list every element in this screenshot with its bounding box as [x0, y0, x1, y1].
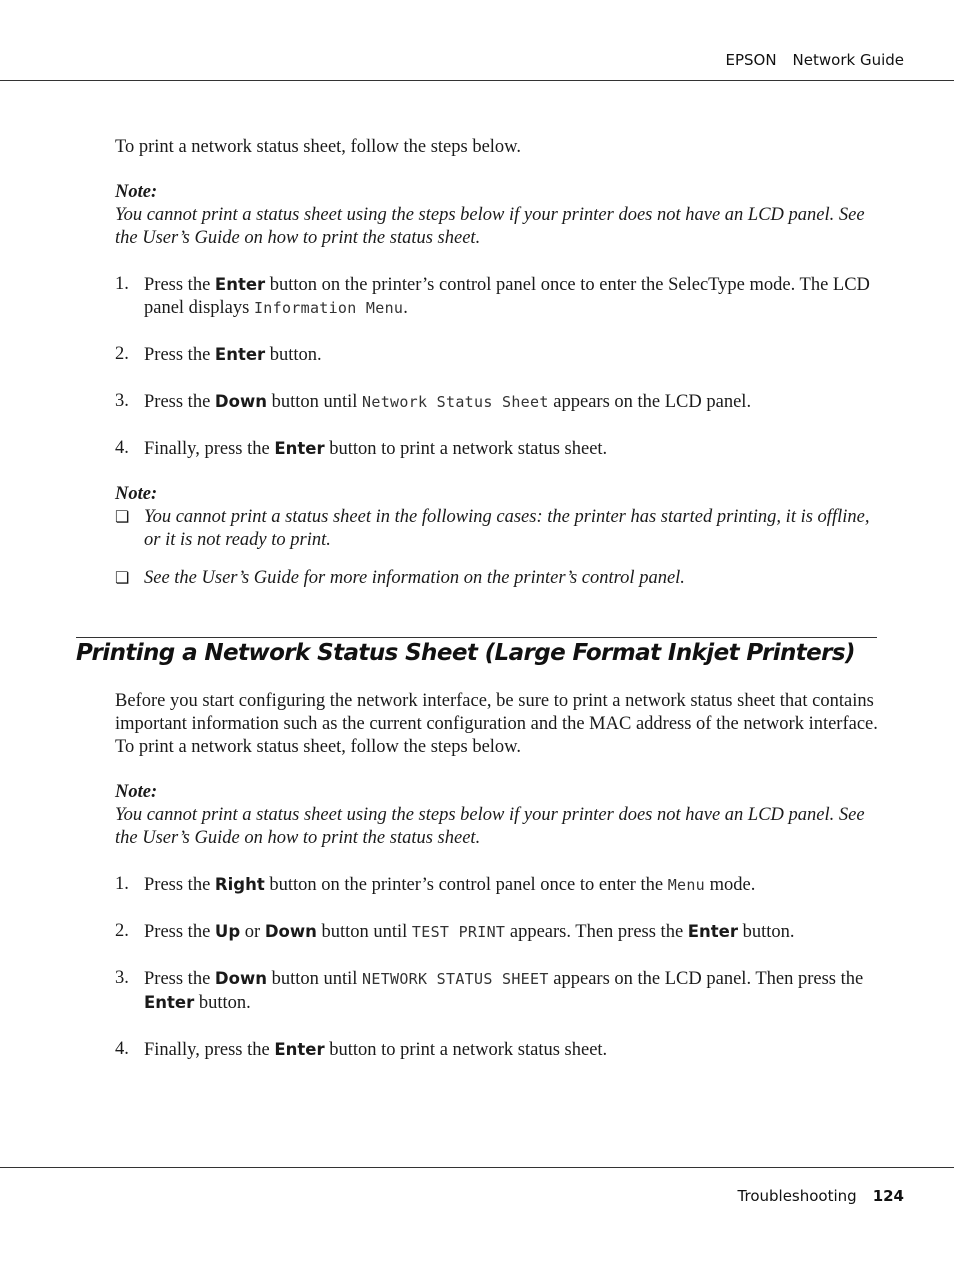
step-text: button to print a network status sheet. [324, 1040, 608, 1060]
header-guide-title: Network Guide [792, 51, 904, 69]
step-text: appears on the LCD panel. [548, 392, 752, 412]
step-text: Finally, press the [144, 1040, 275, 1060]
step-number: 3. [115, 968, 129, 988]
step-item [115, 967, 880, 1015]
footer-section: Troubleshooting [737, 1187, 857, 1205]
note-label: Note: [115, 484, 158, 504]
step-text: Press the [144, 392, 215, 412]
step-number: 4. [115, 438, 129, 458]
step-number: 1. [115, 274, 129, 294]
page-number: 124 [872, 1187, 904, 1205]
step-text: button until [316, 922, 412, 942]
note-bullet-item [115, 506, 880, 552]
bullet-text: You cannot print a status sheet in the following cases: the printer has started printing, it is offline, or it is not ready to print. [144, 507, 870, 550]
header-rule [0, 80, 954, 81]
step-text: Press the [144, 275, 215, 295]
key-name: Down [214, 969, 267, 988]
step-text: or [240, 922, 265, 942]
lcd-text: Network Status Sheet [362, 393, 549, 411]
step-text: button. [738, 922, 795, 942]
bullet-text: See the User’s Guide for more information on the printer’s control panel. [144, 568, 685, 588]
step-item [115, 1038, 880, 1062]
step-text: Press the [144, 922, 215, 942]
note-text: You cannot print a status sheet using the steps below if your printer does not have an LCD panel. See the User’s Guide on how to print the status sheet. [115, 805, 865, 848]
step-item [115, 273, 880, 320]
lcd-text: NETWORK STATUS SHEET [362, 970, 549, 988]
step-text: Press the [144, 345, 215, 365]
section1-intro: To print a network status sheet, follow the steps below. [115, 137, 521, 157]
key-name: Down [264, 922, 317, 941]
step-text: Finally, press the [144, 439, 275, 459]
header-brand: EPSON [725, 51, 777, 69]
key-name: Down [214, 392, 267, 411]
step-text: button. [265, 345, 322, 365]
footer-rule [0, 1167, 954, 1168]
lcd-text: TEST PRINT [411, 923, 506, 941]
step-text: button until [266, 969, 363, 989]
page-footer [738, 1187, 904, 1205]
step-number: 2. [115, 921, 129, 941]
key-name: Right [214, 875, 265, 894]
step-item [115, 343, 880, 367]
lcd-text: Information Menu [253, 299, 404, 317]
section-heading: Printing a Network Status Sheet (Large Format Inkjet Printers) [76, 640, 855, 666]
step-number: 3. [115, 391, 129, 411]
step-item [115, 437, 880, 461]
key-name: Enter [214, 275, 266, 294]
step-number: 4. [115, 1039, 129, 1059]
step-text: Press the [144, 875, 215, 895]
step-text: button on the printer’s control panel once to enter the SelecType mode. The LCD panel displays [144, 275, 870, 318]
key-name: Enter [144, 993, 195, 1012]
checkbox-bullet-icon: ❏ [115, 570, 130, 587]
key-name: Enter [274, 1040, 325, 1059]
section-rule [76, 637, 877, 638]
note-label: Note: [115, 182, 158, 202]
note-text: You cannot print a status sheet using the steps below if your printer does not have an LCD panel. See the User’s Guide on how to print the status sheet. [115, 205, 865, 248]
step-item [115, 873, 880, 897]
step-text: appears. Then press the [505, 922, 688, 942]
step-text: button on the printer’s control panel once to enter the [264, 875, 668, 895]
step-item [115, 920, 880, 944]
step-text: appears on the LCD panel. Then press the [548, 969, 864, 989]
checkbox-bullet-icon: ❏ [115, 509, 130, 526]
step-text: mode. [705, 875, 756, 895]
key-name: Enter [687, 922, 739, 941]
key-name: Enter [274, 439, 325, 458]
lcd-text: Menu [667, 876, 706, 894]
page-header [725, 51, 904, 69]
note-bullet-item [115, 567, 880, 590]
section1-body [115, 136, 880, 590]
section2-body [115, 690, 880, 1062]
key-name: Enter [214, 345, 266, 364]
step-text: . [403, 298, 408, 318]
step-text: button. [194, 993, 251, 1013]
key-name: Up [214, 922, 241, 941]
section2-intro-steps: To print a network status sheet, follow the steps below. [115, 737, 521, 757]
step-item [115, 390, 880, 414]
note-label: Note: [115, 782, 158, 802]
step-text: button to print a network status sheet. [324, 439, 608, 459]
section2-intro: Before you start configuring the network interface, be sure to print a network status sheet that contains important information such as the current configuration and the MAC address of the network interface. [115, 691, 878, 734]
step-text: button until [266, 392, 363, 412]
step-number: 2. [115, 344, 129, 364]
step-number: 1. [115, 874, 129, 894]
step-text: Press the [144, 969, 215, 989]
